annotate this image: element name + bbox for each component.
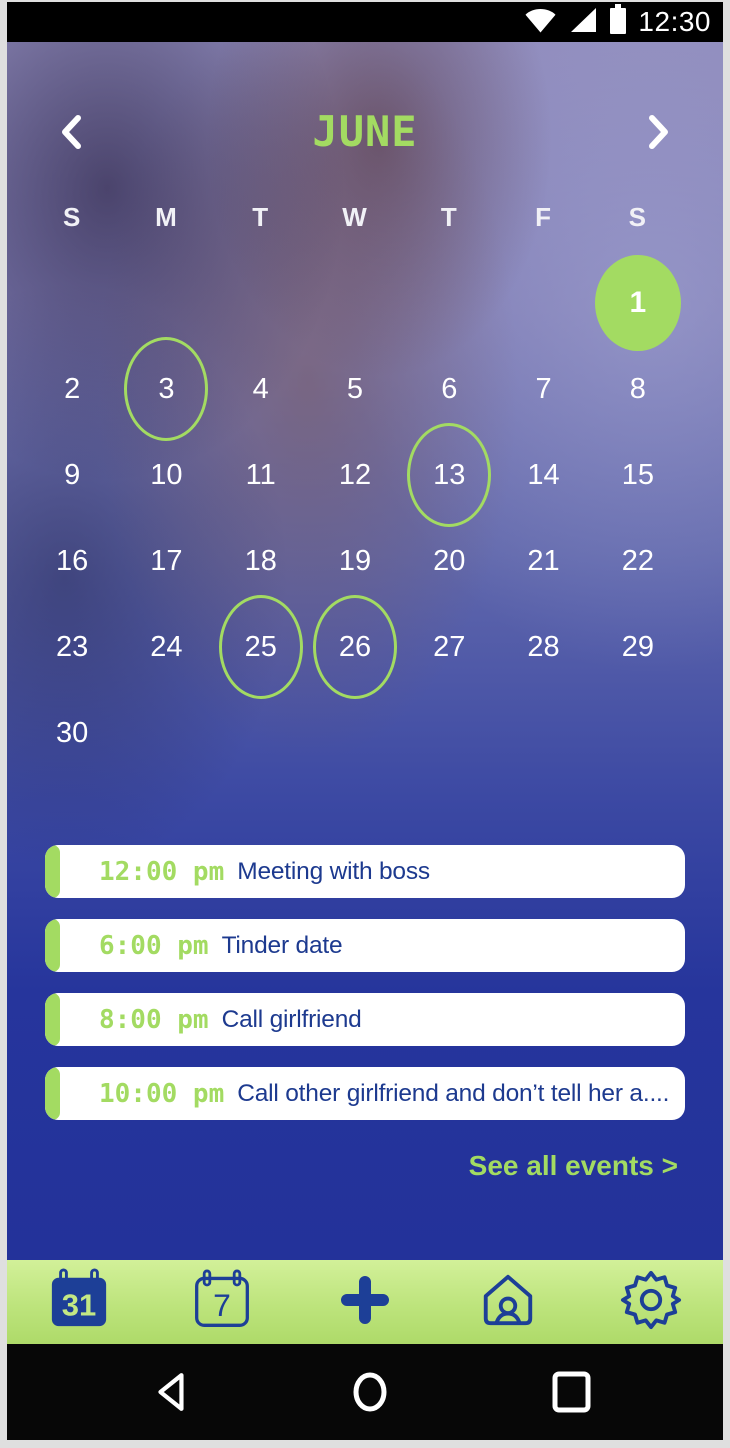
- weekday-label: W: [342, 202, 368, 232]
- calendar-day: [119, 260, 213, 346]
- calendar-day: [25, 260, 119, 346]
- calendar-day[interactable]: 18: [244, 544, 277, 577]
- calendar-day[interactable]: 9: [64, 458, 81, 491]
- calendar-grid: [25, 260, 685, 776]
- calendar-day: [402, 690, 496, 776]
- calendar-day: [119, 690, 213, 776]
- calendar-day[interactable]: 11: [245, 458, 276, 491]
- events-list: [45, 845, 685, 1141]
- event-card[interactable]: [45, 919, 685, 972]
- bottom-nav: [7, 1260, 723, 1344]
- weekday-label: M: [155, 202, 178, 232]
- calendar-day: [214, 260, 308, 346]
- android-home-button[interactable]: [348, 1370, 392, 1414]
- status-time: 12:30: [638, 6, 711, 37]
- calendar-day[interactable]: 2: [64, 372, 81, 405]
- calendar-day[interactable]: 6: [441, 372, 458, 405]
- prev-month-button[interactable]: [51, 110, 95, 154]
- event-time: 6:00 pm: [99, 930, 209, 961]
- calendar-day[interactable]: 3: [119, 346, 213, 432]
- android-back-button[interactable]: [150, 1370, 194, 1414]
- calendar-day[interactable]: 8: [629, 372, 646, 405]
- weekday-label: T: [252, 202, 270, 232]
- event-time: 12:00 pm: [99, 856, 225, 887]
- nav-week-view-button[interactable]: [150, 1260, 293, 1344]
- calendar-day: [402, 260, 496, 346]
- nav-month-view-button[interactable]: [7, 1260, 150, 1344]
- event-accent-bar: [45, 1067, 60, 1120]
- calendar-header: [7, 104, 723, 160]
- calendar-day[interactable]: 15: [621, 458, 654, 491]
- android-nav-bar: [7, 1344, 723, 1440]
- weekday-label: T: [440, 202, 458, 232]
- calendar-day[interactable]: 21: [527, 544, 560, 577]
- calendar-day[interactable]: 20: [433, 544, 466, 577]
- calendar-day[interactable]: 29: [621, 630, 654, 663]
- svg-text:31: 31: [61, 1287, 96, 1322]
- event-title: Meeting with boss: [237, 857, 430, 885]
- event-card[interactable]: [45, 993, 685, 1046]
- event-card[interactable]: [45, 1067, 685, 1120]
- calendar-day: [308, 260, 402, 346]
- battery-icon: [609, 4, 627, 40]
- event-title: Call girlfriend: [221, 1005, 362, 1033]
- weekday-label: F: [535, 202, 552, 232]
- calendar-day[interactable]: 1: [591, 260, 685, 346]
- calendar-day[interactable]: 14: [527, 458, 560, 491]
- calendar-day[interactable]: 12: [338, 458, 372, 491]
- event-title: Call other girlfriend and don’t tell her a....: [237, 1079, 670, 1107]
- settings-icon: [620, 1269, 682, 1336]
- calendar-week-icon: [192, 1268, 252, 1337]
- event-time: 10:00 pm: [99, 1078, 225, 1109]
- event-card[interactable]: [45, 845, 685, 898]
- android-recents-button[interactable]: [550, 1370, 594, 1414]
- weekday-label: S: [628, 202, 648, 232]
- svg-text:7: 7: [212, 1286, 231, 1323]
- calendar-day: [496, 690, 590, 776]
- calendar-day[interactable]: 17: [150, 544, 183, 577]
- calendar-app: [7, 42, 723, 1260]
- calendar-day[interactable]: 10: [150, 458, 183, 491]
- calendar-day[interactable]: 25: [214, 604, 308, 690]
- calendar-day[interactable]: 13: [402, 432, 496, 518]
- calendar-day: [591, 690, 685, 776]
- calendar-month-icon: [48, 1268, 110, 1337]
- calendar-day[interactable]: 5: [346, 372, 364, 405]
- event-accent-bar: [45, 993, 60, 1046]
- calendar-day[interactable]: 23: [56, 630, 89, 663]
- see-all-events-link[interactable]: See all events >: [468, 1150, 678, 1181]
- screen: [7, 2, 723, 1440]
- nav-settings-button[interactable]: [580, 1260, 723, 1344]
- home-icon: [477, 1270, 539, 1335]
- calendar-day[interactable]: 16: [56, 544, 89, 577]
- event-accent-bar: [45, 845, 60, 898]
- calendar-day[interactable]: 19: [338, 544, 372, 577]
- calendar-day[interactable]: 7: [535, 372, 552, 405]
- next-month-button[interactable]: [635, 110, 679, 154]
- weekday-row: [25, 202, 685, 233]
- wifi-icon: [524, 6, 557, 39]
- calendar-day[interactable]: 22: [621, 544, 654, 577]
- calendar-day[interactable]: 28: [527, 630, 560, 663]
- calendar-day: [214, 690, 308, 776]
- nav-add-event-button[interactable]: [293, 1260, 436, 1344]
- weekday-label: S: [62, 202, 82, 232]
- signal-icon: [568, 6, 598, 39]
- calendar-day[interactable]: 24: [150, 630, 183, 663]
- add-event-icon: [340, 1275, 390, 1330]
- calendar-day[interactable]: 27: [433, 630, 466, 663]
- nav-home-button[interactable]: [437, 1260, 580, 1344]
- month-title: JUNE: [312, 107, 418, 156]
- calendar-day: [308, 690, 402, 776]
- event-time: 8:00 pm: [99, 1004, 209, 1035]
- calendar-day[interactable]: 4: [252, 372, 269, 405]
- calendar-day[interactable]: 30: [56, 716, 89, 749]
- event-accent-bar: [45, 919, 60, 972]
- calendar-day: [496, 260, 590, 346]
- event-title: Tinder date: [221, 931, 343, 959]
- calendar-day[interactable]: 26: [308, 604, 402, 690]
- status-bar: [7, 2, 723, 42]
